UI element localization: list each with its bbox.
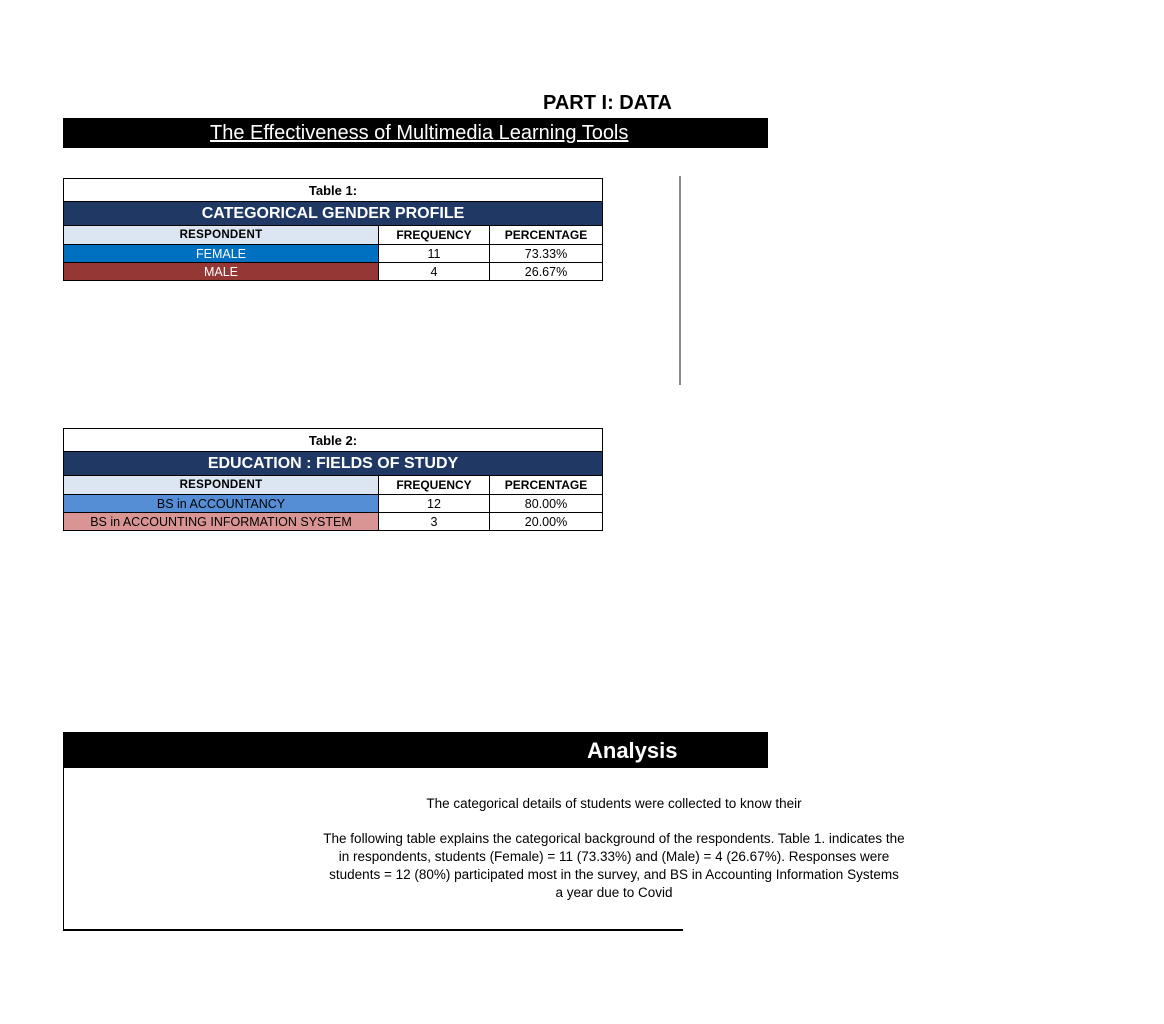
- analysis-line: a year due to Covid: [555, 885, 673, 900]
- analysis-box: [63, 768, 905, 931]
- table-caption: Table 2:: [64, 429, 603, 452]
- percentage-cell: 20.00%: [490, 513, 603, 531]
- table-title: CATEGORICAL GENDER PROFILE: [64, 202, 603, 226]
- column-header-frequency: FREQUENCY: [379, 476, 490, 495]
- percentage-cell: 73.33%: [490, 245, 603, 263]
- divider-line: [679, 176, 681, 385]
- frequency-cell: 11: [379, 245, 490, 263]
- respondent-cell-male: MALE: [64, 263, 379, 281]
- column-header-percentage: PERCENTAGE: [490, 226, 603, 245]
- frequency-cell: 3: [379, 513, 490, 531]
- respondent-cell-female: FEMALE: [64, 245, 379, 263]
- analysis-line: in respondents, students (Female) = 11 (73.33%) and (Male) = 4 (26.67%). Responses were: [338, 849, 890, 864]
- table-row: [64, 263, 603, 281]
- frequency-cell: 4: [379, 263, 490, 281]
- fields-of-study-table: [63, 428, 603, 531]
- respondent-cell-accountancy: BS in ACCOUNTANCY: [64, 495, 379, 513]
- analysis-line: The following table explains the categorical background of the respondents. Table 1. indicates the: [323, 831, 905, 846]
- analysis-paragraph: [64, 830, 1164, 902]
- table-row: [64, 245, 603, 263]
- column-header-frequency: FREQUENCY: [379, 226, 490, 245]
- analysis-line: students = 12 (80%) participated most in the survey, and BS in Accounting Information Systems: [329, 867, 899, 882]
- analysis-intro: The categorical details of students were collected to know their: [426, 796, 802, 811]
- percentage-cell: 26.67%: [490, 263, 603, 281]
- analysis-title: Analysis: [587, 738, 678, 763]
- table-caption: Table 1:: [64, 179, 603, 202]
- respondent-cell-ais: BS in ACCOUNTING INFORMATION SYSTEM: [64, 513, 379, 531]
- column-header-respondent: RESPONDENT: [64, 226, 379, 245]
- table-row: [64, 495, 603, 513]
- column-header-percentage: PERCENTAGE: [490, 476, 603, 495]
- frequency-cell: 12: [379, 495, 490, 513]
- column-header-respondent: RESPONDENT: [64, 476, 379, 495]
- percentage-cell: 80.00%: [490, 495, 603, 513]
- banner-title: The Effectiveness of Multimedia Learning Tools: [210, 122, 629, 144]
- part-title: PART I: DATA: [543, 92, 672, 114]
- gender-profile-table: [63, 178, 603, 281]
- table-title: EDUCATION : FIELDS OF STUDY: [64, 452, 603, 476]
- table-row: [64, 513, 603, 531]
